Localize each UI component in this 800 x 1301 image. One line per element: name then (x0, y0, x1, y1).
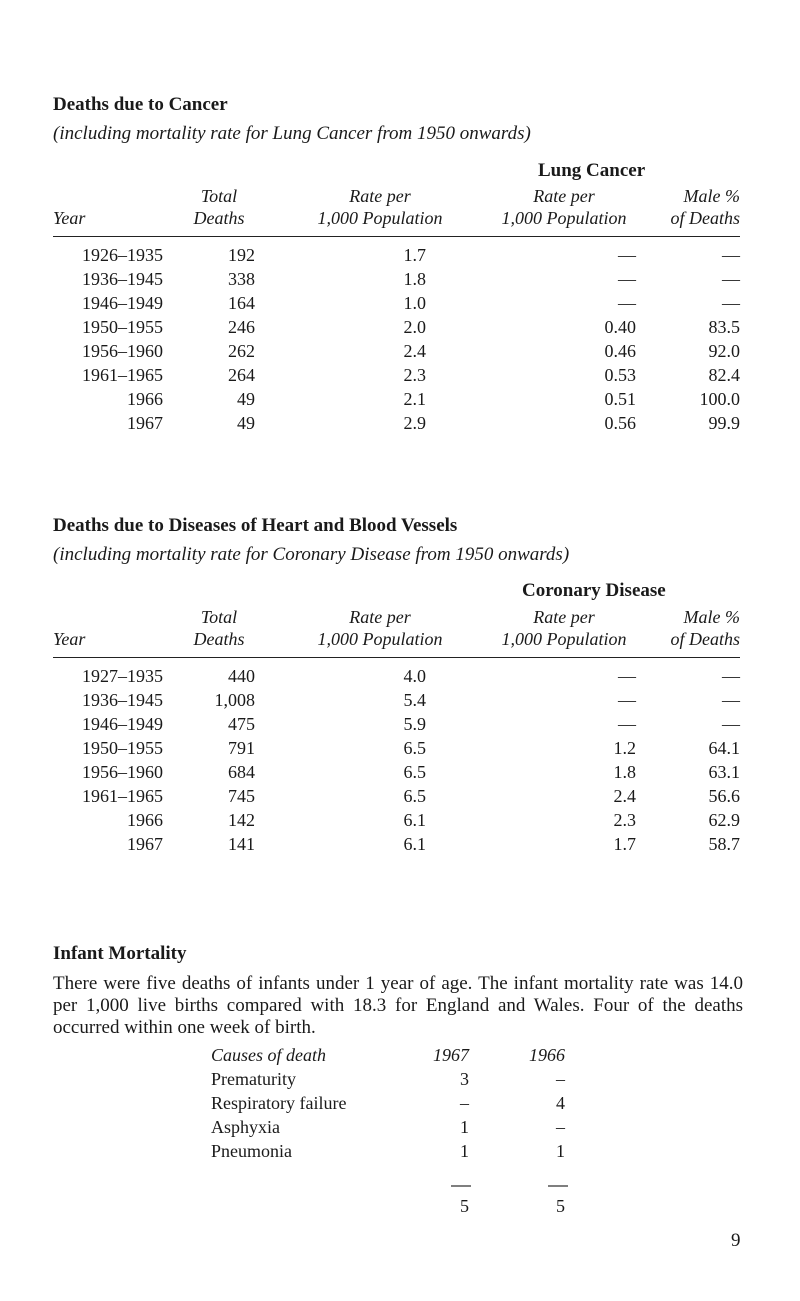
cell-year: 1950–1955 (82, 317, 163, 337)
coronary-group-label: Coronary Disease (522, 580, 666, 601)
cell-sub-rate: 0.53 (604, 365, 636, 385)
cell-sub-rate: 1.2 (613, 738, 636, 758)
cell-sub-rate: — (618, 690, 636, 710)
cause-cell-y1966: 4 (556, 1093, 565, 1113)
cell-male: — (722, 293, 740, 313)
cell-total: 475 (228, 714, 255, 734)
cell-year: 1927–1935 (82, 666, 163, 686)
cell-year: 1956–1960 (82, 762, 163, 782)
heart-header-coronary-rate: Rate per 1,000 Population (501, 607, 627, 649)
cell-male: 56.6 (708, 786, 740, 806)
cell-year: 1946–1949 (82, 714, 163, 734)
lung-cancer-group-label: Lung Cancer (538, 160, 646, 181)
heart-section-title: Deaths due to Diseases of Heart and Blood Vessels (53, 515, 458, 536)
cell-year: 1967 (127, 834, 163, 854)
cell-male: — (722, 245, 740, 265)
cell-total: 246 (228, 317, 255, 337)
cell-male: 99.9 (708, 413, 740, 433)
cell-male: — (722, 714, 740, 734)
cell-total: 684 (228, 762, 255, 782)
cell-male: 64.1 (708, 738, 740, 758)
cell-male: — (722, 269, 740, 289)
cell-total: 440 (228, 666, 255, 686)
cell-total: 338 (228, 269, 255, 289)
cell-rate: 1.8 (403, 269, 426, 289)
causes-header-1967: 1967 (433, 1045, 469, 1065)
cell-year: 1946–1949 (82, 293, 163, 313)
cell-sub-rate: 1.7 (613, 834, 636, 854)
cause-cell-cause: Asphyxia (211, 1117, 280, 1137)
cell-rate: 5.9 (403, 714, 426, 734)
heart-header-rate: Rate per 1,000 Population (317, 607, 443, 649)
cell-male: — (722, 690, 740, 710)
infant-section-title: Infant Mortality (53, 943, 187, 964)
heart-header-total: Total Deaths (193, 607, 245, 649)
cause-cell-y1967: – (460, 1093, 469, 1113)
cell-rate: 6.5 (403, 762, 426, 782)
cell-rate: 6.5 (403, 738, 426, 758)
cell-male: 83.5 (708, 317, 740, 337)
cause-cell-cause: Prematurity (211, 1069, 296, 1089)
cancer-header-year: Year (53, 208, 86, 228)
heart-header-year: Year (53, 629, 86, 649)
cell-rate: 4.0 (403, 666, 426, 686)
cell-rate: 2.0 (403, 317, 426, 337)
cause-cell-cause: Respiratory failure (211, 1093, 347, 1113)
cell-sub-rate: — (618, 714, 636, 734)
cell-total: 141 (228, 834, 255, 854)
cell-sub-rate: — (618, 666, 636, 686)
cell-rate: 1.0 (403, 293, 426, 313)
cell-year: 1966 (127, 389, 163, 409)
cell-rate: 5.4 (403, 690, 426, 710)
cell-rate: 2.1 (403, 389, 426, 409)
cell-year: 1967 (127, 413, 163, 433)
cell-sub-rate: — (618, 245, 636, 265)
cell-male: 62.9 (708, 810, 740, 830)
causes-header-1966: 1966 (529, 1045, 565, 1065)
cell-sub-rate: 0.56 (604, 413, 636, 433)
cell-sub-rate: 2.4 (613, 786, 636, 806)
cell-rate: 6.1 (403, 810, 426, 830)
cancer-section-subtitle: (including mortality rate for Lung Cancer from 1950 onwards) (53, 123, 531, 144)
cell-total: 264 (228, 365, 255, 385)
cell-year: 1950–1955 (82, 738, 163, 758)
cell-total: 1,008 (214, 690, 255, 710)
heart-header-male: Male % of Deaths (670, 607, 740, 649)
heart-section-subtitle: (including mortality rate for Coronary Disease from 1950 onwards) (53, 544, 570, 565)
cell-sub-rate: 0.46 (604, 341, 636, 361)
cause-cell-cause: Pneumonia (211, 1141, 292, 1161)
cell-year: 1936–1945 (82, 690, 163, 710)
cancer-section-title: Deaths due to Cancer (53, 94, 228, 115)
causes-header-cause: Causes of death (211, 1045, 326, 1065)
cell-year: 1961–1965 (82, 365, 163, 385)
cell-year: 1966 (127, 810, 163, 830)
cell-male: 58.7 (708, 834, 740, 854)
total-1967: 5 (460, 1196, 469, 1216)
cell-year: 1956–1960 (82, 341, 163, 361)
cause-cell-y1966: 1 (556, 1141, 565, 1161)
cell-rate: 2.3 (403, 365, 426, 385)
cell-total: 49 (237, 413, 255, 433)
cancer-header-rate: Rate per 1,000 Population (317, 186, 443, 228)
cause-cell-y1967: 1 (460, 1117, 469, 1137)
cell-total: 791 (228, 738, 255, 758)
cell-total: 164 (228, 293, 255, 313)
cell-male: — (722, 666, 740, 686)
cancer-header-total: Total Deaths (193, 186, 245, 228)
cell-total: 49 (237, 389, 255, 409)
cell-rate: 1.7 (403, 245, 426, 265)
cancer-header-male: Male % of Deaths (670, 186, 740, 228)
cell-sub-rate: 2.3 (613, 810, 636, 830)
cell-year: 1926–1935 (82, 245, 163, 265)
cell-sub-rate: 0.51 (604, 389, 636, 409)
cell-total: 745 (228, 786, 255, 806)
cell-sub-rate: — (618, 269, 636, 289)
cell-year: 1936–1945 (82, 269, 163, 289)
cause-cell-y1967: 3 (460, 1069, 469, 1089)
cell-sub-rate: — (618, 293, 636, 313)
infant-paragraph: There were five deaths of infants under 1 year of age. The infant mortality rate was 14.0 per 1,000 live births compared with 18.3 for England and Wales. Four of the deaths occurred within one week of birth. (53, 973, 743, 1038)
cell-male: 63.1 (708, 762, 740, 782)
total-1966: 5 (556, 1196, 565, 1216)
cause-cell-y1966: – (556, 1117, 565, 1137)
cell-year: 1961–1965 (82, 786, 163, 806)
cell-total: 262 (228, 341, 255, 361)
cell-male: 92.0 (708, 341, 740, 361)
page-number: 9 (731, 1230, 741, 1251)
cancer-header-lung-rate: Rate per 1,000 Population (501, 186, 627, 228)
cell-rate: 6.1 (403, 834, 426, 854)
cause-cell-y1967: 1 (460, 1141, 469, 1161)
cell-sub-rate: 1.8 (613, 762, 636, 782)
cell-total: 142 (228, 810, 255, 830)
cause-cell-y1966: – (556, 1069, 565, 1089)
cell-male: 82.4 (708, 365, 740, 385)
cell-sub-rate: 0.40 (604, 317, 636, 337)
cell-rate: 6.5 (403, 786, 426, 806)
cell-total: 192 (228, 245, 255, 265)
cell-male: 100.0 (699, 389, 740, 409)
cell-rate: 2.9 (403, 413, 426, 433)
cell-rate: 2.4 (403, 341, 426, 361)
